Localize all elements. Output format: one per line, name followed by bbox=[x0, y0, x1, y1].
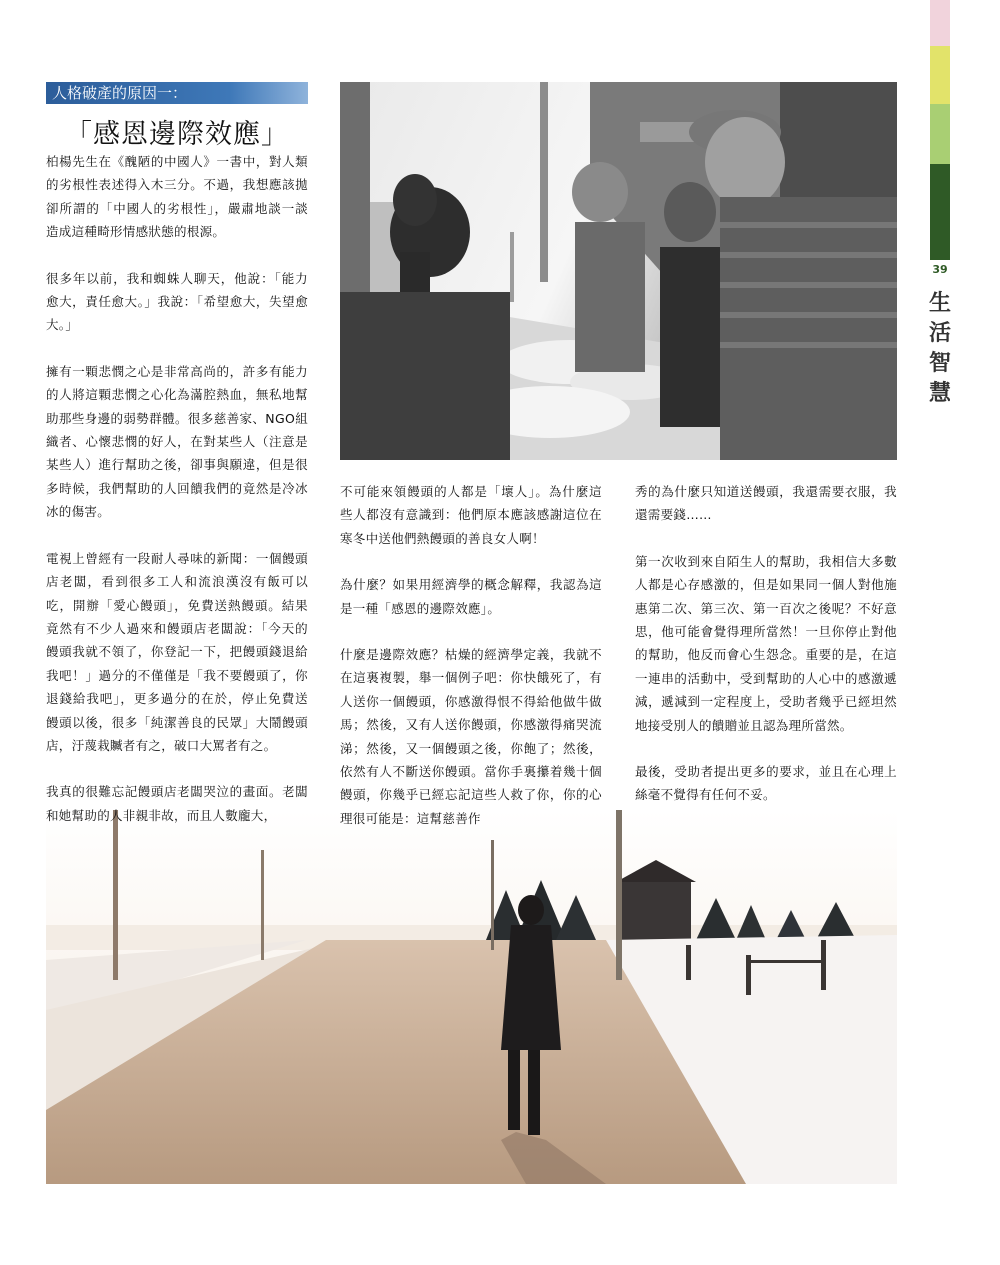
market-stall-photo bbox=[340, 82, 897, 460]
paragraph: 不可能來領饅頭的人都是「壞人」。為什麼這些人都沒有意識到：他們原本應該感謝這位在寒冬中送他們熱饅頭的善良女人啊！ bbox=[340, 484, 602, 546]
paragraph: 為什麼？如果用經濟學的概念解釋，我認為這是一種「感恩的邊際效應」。 bbox=[340, 577, 602, 616]
paragraph: 第一次收到來自陌生人的幫助，我相信大多數人都是心存感激的，但是如果同一個人對他施惠第二次、第三次、第一百次之後呢？不好意思，他可能會覺得理所當然！一旦你停止對他的幫助，他反而會心生怨念。重要的是，在這一連串的活動中，受到幫助的人心中的感激遞減，遞減到一定程度上，受助者幾乎已經坦然地接受別人的饋贈並且認為理所當然。 bbox=[635, 553, 897, 733]
paragraph: 秀的為什麼只知道送饅頭，我還需要衣服，我還需要錢…… bbox=[635, 484, 897, 523]
paragraph: 什麼是邊際效應？枯燥的經濟學定義，我就不在這裏複製，舉一個例子吧：你快餓死了，有人送你一個饅頭，你感激得恨不得給他做牛做馬；然後，又有人送你饅頭，你感激得痛哭流涕；然後，又一個饅頭之後，你飽了；然後，依然有人不斷送你饅頭。當你手裏攥着幾十個饅頭，你幾乎已經忘記這些人救了你，你的心理很可能是：這幫慈善作 bbox=[340, 647, 602, 826]
paragraph: 電視上曾經有一段耐人尋味的新聞：一個饅頭店老闆，看到很多工人和流浪漢沒有飯可以吃，開辦「愛心饅頭」，免費送熱饅頭。結果竟然有不少人過來和饅頭店老闆說：「今天的饅頭我就不領了，你登記一下，把饅頭錢退給我吧！」過分的不僅僅是「我不要饅頭了，你退錢給我吧」，更多過分的在於，停止免費送饅頭以後，很多「純潔善良的民眾」大鬧饅頭店，汙蔑栽贓者有之，破口大罵者有之。 bbox=[46, 550, 308, 753]
color-strip-pink bbox=[930, 0, 950, 46]
section-char: 活 bbox=[928, 320, 951, 346]
color-strip-yellow bbox=[930, 46, 950, 104]
color-strip-light-green bbox=[930, 104, 950, 164]
color-strip-dark-green bbox=[930, 164, 950, 260]
kicker-banner bbox=[46, 82, 308, 104]
paragraph: 我真的很難忘記饅頭店老闆哭泣的畫面。老闆和她幫助的人非親非故，而且人數龐大， bbox=[46, 784, 308, 823]
snowy-road-photo bbox=[46, 810, 897, 1184]
section-char: 智 bbox=[928, 350, 951, 376]
paragraph: 擁有一顆悲憫之心是非常高尚的，許多有能力的人將這顆悲憫之心化為滿腔熱血，無私地幫助那些身邊的弱勢群體。很多慈善家、NGO組織者、心懷悲憫的好人，在對某些人（注意是某些人）進行幫助之後，卻事與願違，但是很多時候，我們幫助的人回饋我們的竟然是冷冰冰的傷害。 bbox=[46, 363, 308, 520]
paragraph: 柏楊先生在《醜陋的中國人》一書中，對人類的劣根性表述得入木三分。不過，我想應該拋卻所謂的「中國人的劣根性」，嚴肅地談一談造成這種畸形情感狀態的根源。 bbox=[46, 154, 308, 240]
paragraph: 很多年以前，我和蜘蛛人聊天，他說：「能力愈大，責任愈大。」我說：「希望愈大，失望愈大。」 bbox=[46, 270, 308, 333]
section-char: 生 bbox=[928, 290, 951, 316]
section-char: 慧 bbox=[928, 380, 951, 406]
text-column-2 bbox=[340, 480, 602, 853]
text-column-1 bbox=[46, 150, 308, 850]
page-number: 39 bbox=[932, 263, 948, 276]
kicker-text: 人格破產的原因一： bbox=[52, 84, 188, 102]
text-column-3 bbox=[635, 480, 897, 830]
section-title-vertical bbox=[926, 288, 954, 408]
article-title: 「感恩邊際效應」 bbox=[65, 119, 289, 150]
paragraph: 最後，受助者提出更多的要求，並且在心理上絲毫不覺得有任何不妥。 bbox=[635, 764, 897, 803]
